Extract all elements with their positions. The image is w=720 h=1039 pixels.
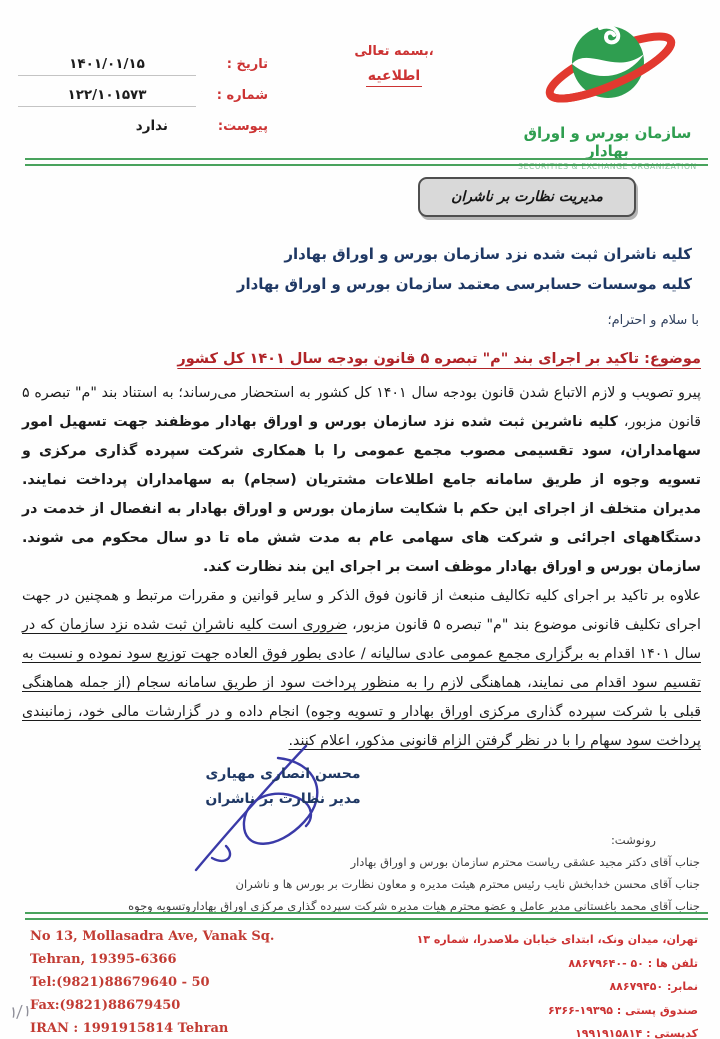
date-label: تاریخ : [226, 57, 268, 72]
number-label: شماره : [216, 88, 268, 103]
bismillah-block [336, 44, 452, 87]
header-divider [25, 158, 708, 166]
body-paragraph-1 [22, 379, 701, 582]
date-row [18, 56, 268, 76]
organization-name-fa: سازمان بورس و اوراق بهادار [523, 124, 692, 160]
number-row [18, 87, 268, 107]
footer-fa-line: نمابر: ۸۸۶۷۹۴۵۰ [609, 980, 698, 993]
body-p2-regular: علاوه بر تاکید بر اجرای کلیه تکالیف منبعث از قانون فوق الذکر و سایر قوانین و مقررات مرتبط و همچنین در جهت اجرای تکلیف قانونی موضوع بند "م" تبصره ۵ قانون مزبور، [22, 588, 701, 633]
cc-item: جناب آقای دکتر مجید عشقی ریاست محترم سازمان بورس و اوراق بهادار [350, 855, 700, 869]
attachment-row [18, 118, 268, 137]
footer-fa-line: تهران، میدان ونک، ابتدای خیابان ملاصدرا، شماره ۱۳ [416, 933, 698, 946]
department-box: مدیریت نظارت بر ناشران [418, 177, 636, 217]
signatory-title: مدیر نظارت بر ناشران [205, 791, 361, 807]
recipients-block [237, 239, 692, 299]
salutation: با سلام و احترام؛ [607, 313, 699, 328]
seo-globe-logo-icon [533, 10, 683, 118]
footer-en-line: Tel:(9821)88679640 - 50 [30, 975, 210, 990]
organization-logo-block [505, 10, 710, 171]
organization-name-en: SECURITIES & EXCHANGE ORGANIZATION [518, 162, 697, 171]
bismillah-text: بسمه تعالی، [354, 44, 434, 59]
footer-en-line: Tehran, 19395-6366 [30, 952, 177, 967]
footer-en-line: No 13, Mollasadra Ave, Vanak Sq. [30, 929, 275, 944]
letter-meta [18, 56, 268, 148]
signatory [178, 762, 388, 812]
page-number: ۱/۱ [7, 1000, 32, 1023]
footer-fa-line: کدپستی : ۱۹۹۱۹۱۵۸۱۴ [575, 1027, 698, 1039]
footer-divider [25, 912, 708, 920]
footer-address-fa [417, 928, 698, 1039]
signatory-name: محسن انصاری مهیاری [205, 766, 361, 782]
subject-line: موضوع: تاکید بر اجرای بند "م" تبصره ۵ قانون بودجه سال ۱۴۰۱ کل کشور [177, 351, 701, 367]
attachment-value: ندارد [135, 118, 168, 134]
recipient-line: کلیه موسسات حسابرسی معتمد سازمان بورس و اوراق بهادار [236, 275, 692, 293]
date-value: ۱۴۰۱/۰۱/۱۵ [18, 56, 196, 76]
letter-body [22, 379, 701, 756]
footer-fa-line: تلفن ها : ۵۰ -۸۸۶۷۹۶۴۰ [568, 956, 698, 970]
signature-block [150, 756, 400, 812]
body-p1-bold: کلیه ناشرین ثبت شده نزد سازمان بورس و اوراق بهادار موظفند جهت تسهیل امور سهامداران، سود تقسیمی مصوب مجمع عمومی را با همکاری شرکت سپرده گذاری مرکزی و تسویه وجوه از طریق سامانه جامع اطلاعات مشتریان (سجام) به سهامداران پرداخت نمایند. مدیران متخلف از اجرای این حکم با شکایت سازمان بورس و اوراق بهادار به انفصال از خدمت در دستگاههای اجرائی و شرکت های سهامی عام به مدت شش ماه تا دو سال محکوم می شوند. سازمان بورس و اوراق بهادار موظف است بر اجرای این بند نظارت کند. [22, 414, 701, 575]
number-value: ۱۲۲/۱۰۱۵۷۳ [18, 87, 196, 107]
footer-en-line: Fax:(9821)88679450 [30, 998, 181, 1013]
body-paragraph-2 [22, 582, 701, 756]
cc-item: جناب آقای محسن خدابخش نایب رئیس محترم هیئت مدیره و معاون نظارت بر بورس ها و ناشران [235, 877, 700, 891]
cc-item: جناب آقای محمد باغستانی مدیر عامل و عضو محترم هیات مدیره شرکت سپرده گذاری مرکزی اوراق بهاداروتسویه وجوه [128, 899, 700, 913]
body-p2-underlined: ضروری است کلیه ناشران ثبت شده نزد سازمان که در سال ۱۴۰۱ اقدام به برگزاری مجمع عمومی عادی سالیانه / عادی بطور فوق العاده جهت توزیع سود نموده و نسبت به تقسیم سود اقدام می نمایند، هماهنگی لازم را به منظور پرداخت سود از طریق سامانه سجام (از جمله هماهنگی قبلی با شرکت سپرده گذاری مرکزی اوراق بهادار و تسویه وجوه) انجام داده و در گزارشات مالی خود، زمانبندی پرداخت سود سهام را با در نظر گرفتن الزام قانونی مذکور، اعلام کنند. [22, 617, 701, 749]
attachment-label: پیوست: [217, 119, 268, 134]
cc-label: رونوشت: [610, 833, 656, 847]
footer-fa-line: صندوق پستی : ۱۹۳۹۵-۶۳۶۶ [548, 1003, 698, 1017]
body-p1-regular: پیرو تصویب و لازم الاتباع شدن قانون بودجه سال ۱۴۰۱ کل کشور به استحضار می‌رساند؛ به استناد بند "م" تبصره ۵ قانون مزبور، [22, 385, 701, 430]
recipient-line: کلیه ناشران ثبت شده نزد سازمان بورس و اوراق بهادار [284, 245, 692, 263]
notice-label: اطلاعیه [366, 68, 422, 87]
footer-address-en [30, 925, 274, 1039]
footer-en-line: IRAN : 1991915814 Tehran [30, 1021, 229, 1036]
